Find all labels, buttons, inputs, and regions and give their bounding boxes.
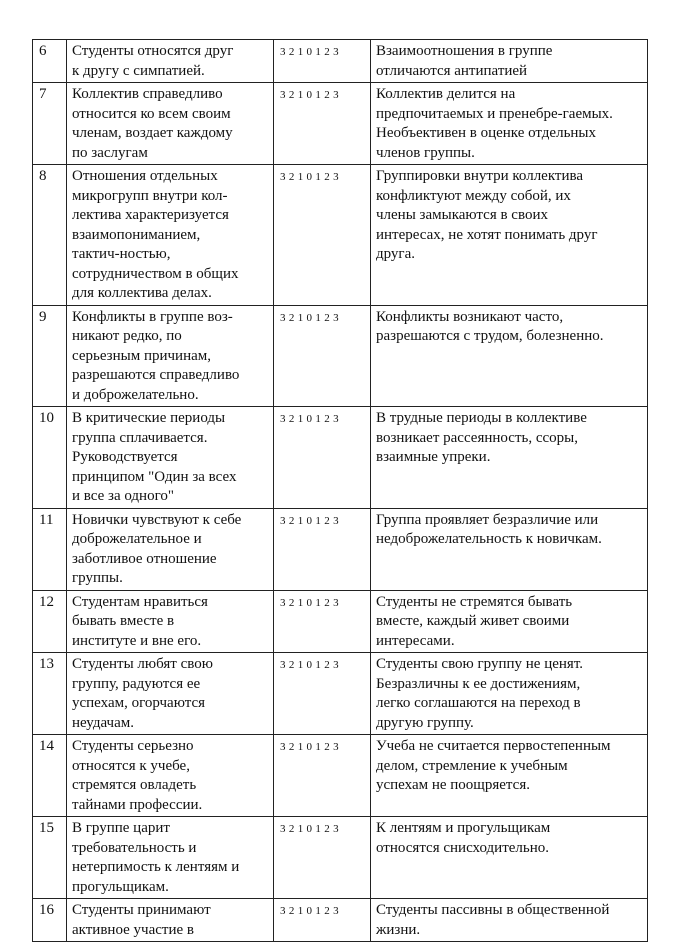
negative-statement-text: Коллектив делится на предпочитаемых и пренебре-гаемых. Необъективен в оценке отдельных членов группы. <box>376 86 613 161</box>
item-number-text: 15 <box>39 820 54 836</box>
negative-statement-text: Учеба не считается первостепенным делом, стремление к учебным успехам не поощряется. <box>376 738 611 793</box>
table-row <box>33 305 648 407</box>
positive-statement <box>67 83 274 165</box>
negative-statement <box>371 590 648 653</box>
rating-scale-text: 3 2 1 0 1 2 3 <box>280 659 339 671</box>
negative-statement <box>371 40 648 83</box>
rating-scale-text: 3 2 1 0 1 2 3 <box>280 89 339 101</box>
item-number <box>33 653 67 735</box>
positive-statement <box>67 40 274 83</box>
positive-statement <box>67 305 274 407</box>
item-number-text: 10 <box>39 410 54 426</box>
positive-statement-text: В критические периоды группа сплачивается. Руководствуется принципом "Один за всех и все за одного" <box>72 410 237 504</box>
negative-statement-text: Группа проявляет безразличие или недоброжелательность к новичкам. <box>376 511 602 547</box>
positive-statement <box>67 165 274 306</box>
item-number-text: 6 <box>39 43 47 59</box>
table-row <box>33 407 648 509</box>
positive-statement <box>67 653 274 735</box>
rating-scale-text: 3 2 1 0 1 2 3 <box>280 596 339 609</box>
rating-scale <box>274 817 371 899</box>
item-number <box>33 165 67 306</box>
rating-scale-text: 3 2 1 0 1 2 3 <box>280 413 339 425</box>
positive-statement-text: Отношения отдельных микрогрупп внутри кол- лектива характеризуется взаимопониманием, тактич-ностью, сотрудничеством в общих для коллектива делах. <box>72 168 239 301</box>
positive-statement-text: Студентам нравиться бывать вместе в институте и вне его. <box>72 593 208 649</box>
questionnaire-table <box>32 39 648 942</box>
table-row <box>33 83 648 165</box>
table-row <box>33 590 648 653</box>
questionnaire-table-body <box>33 40 648 942</box>
item-number <box>33 40 67 83</box>
table-row <box>33 735 648 817</box>
negative-statement-text: Студенты не стремятся бывать вместе, каждый живет своими интересами. <box>376 593 573 649</box>
item-number <box>33 590 67 653</box>
negative-statement <box>371 83 648 165</box>
negative-statement <box>371 653 648 735</box>
negative-statement <box>371 165 648 306</box>
rating-scale <box>274 407 371 509</box>
rating-scale-text: 3 2 1 0 1 2 3 <box>280 823 339 835</box>
item-number-text: 7 <box>39 86 47 102</box>
positive-statement-text: Студенты любят свою группу, радуются ее успехам, огорчаются неудачам. <box>72 656 213 731</box>
table-row <box>33 508 648 590</box>
rating-scale <box>274 899 371 942</box>
item-number <box>33 735 67 817</box>
positive-statement-text: Студенты относятся друг к другу с симпатией. <box>72 43 234 79</box>
item-number <box>33 817 67 899</box>
rating-scale <box>274 653 371 735</box>
positive-statement <box>67 407 274 509</box>
item-number-text: 12 <box>39 593 54 610</box>
item-number-text: 13 <box>39 656 54 672</box>
rating-scale <box>274 508 371 590</box>
rating-scale <box>274 165 371 306</box>
negative-statement <box>371 508 648 590</box>
positive-statement-text: В группе царит требовательность и нетерпимость к лентяям и прогульщикам. <box>72 820 240 895</box>
table-row <box>33 165 648 306</box>
item-number <box>33 899 67 942</box>
table-row <box>33 653 648 735</box>
negative-statement <box>371 899 648 942</box>
negative-statement-text: Конфликты возникают часто, разрешаются с трудом, болезненно. <box>376 308 604 344</box>
rating-scale <box>274 305 371 407</box>
positive-statement <box>67 590 274 653</box>
rating-scale <box>274 590 371 653</box>
negative-statement-text: Группировки внутри коллектива конфликтуют между собой, их члены замыкаются в своих интересах, не хотят понимать друг друга. <box>376 168 598 262</box>
table-row <box>33 817 648 899</box>
negative-statement-text: Взаимоотношения в группе отличаются антипатией <box>376 43 553 79</box>
item-number-text: 9 <box>39 308 47 325</box>
item-number <box>33 83 67 165</box>
positive-statement-text: Коллектив справедливо относится ко всем своим членам, воздает каждому по заслугам <box>72 86 233 161</box>
item-number-text: 11 <box>39 511 54 528</box>
item-number-text: 16 <box>39 902 54 918</box>
item-number <box>33 407 67 509</box>
positive-statement-text: Конфликты в группе воз- никают редко, по серьезным причинам, разрешаются справедливо и доброжелательно. <box>72 308 240 403</box>
positive-statement-text: Студенты принимают активное участие в <box>72 902 211 938</box>
rating-scale <box>274 83 371 165</box>
positive-statement <box>67 508 274 590</box>
positive-statement-text: Новички чувствуют к себе доброжелательное и заботливое отношение группы. <box>72 511 242 586</box>
rating-scale-text: 3 2 1 0 1 2 3 <box>280 171 339 183</box>
negative-statement <box>371 735 648 817</box>
table-row <box>33 40 648 83</box>
rating-scale-text: 3 2 1 0 1 2 3 <box>280 311 339 324</box>
positive-statement <box>67 735 274 817</box>
negative-statement <box>371 817 648 899</box>
rating-scale-text: 3 2 1 0 1 2 3 <box>280 741 339 753</box>
positive-statement <box>67 817 274 899</box>
item-number-text: 14 <box>39 738 54 754</box>
positive-statement <box>67 899 274 942</box>
table-row <box>33 899 648 942</box>
rating-scale <box>274 40 371 83</box>
item-number-text: 8 <box>39 168 47 184</box>
negative-statement <box>371 305 648 407</box>
rating-scale-text: 3 2 1 0 1 2 3 <box>280 905 339 917</box>
item-number <box>33 508 67 590</box>
positive-statement-text: Студенты серьезно относятся к учебе, стремятся овладеть тайнами профессии. <box>72 738 203 813</box>
negative-statement-text: Студенты пассивны в общественной жизни. <box>376 902 610 938</box>
item-number <box>33 305 67 407</box>
rating-scale-text: 3 2 1 0 1 2 3 <box>280 46 339 58</box>
negative-statement <box>371 407 648 509</box>
negative-statement-text: К лентяям и прогульщикам относятся снисходительно. <box>376 820 551 856</box>
rating-scale <box>274 735 371 817</box>
negative-statement-text: В трудные периоды в коллективе возникает рассеянность, ссоры, взаимные упреки. <box>376 410 587 465</box>
rating-scale-text: 3 2 1 0 1 2 3 <box>280 514 339 527</box>
negative-statement-text: Студенты свою группу не ценят. Безразличны к ее достижениям, легко соглашаются на переход в другую группу. <box>376 656 583 731</box>
